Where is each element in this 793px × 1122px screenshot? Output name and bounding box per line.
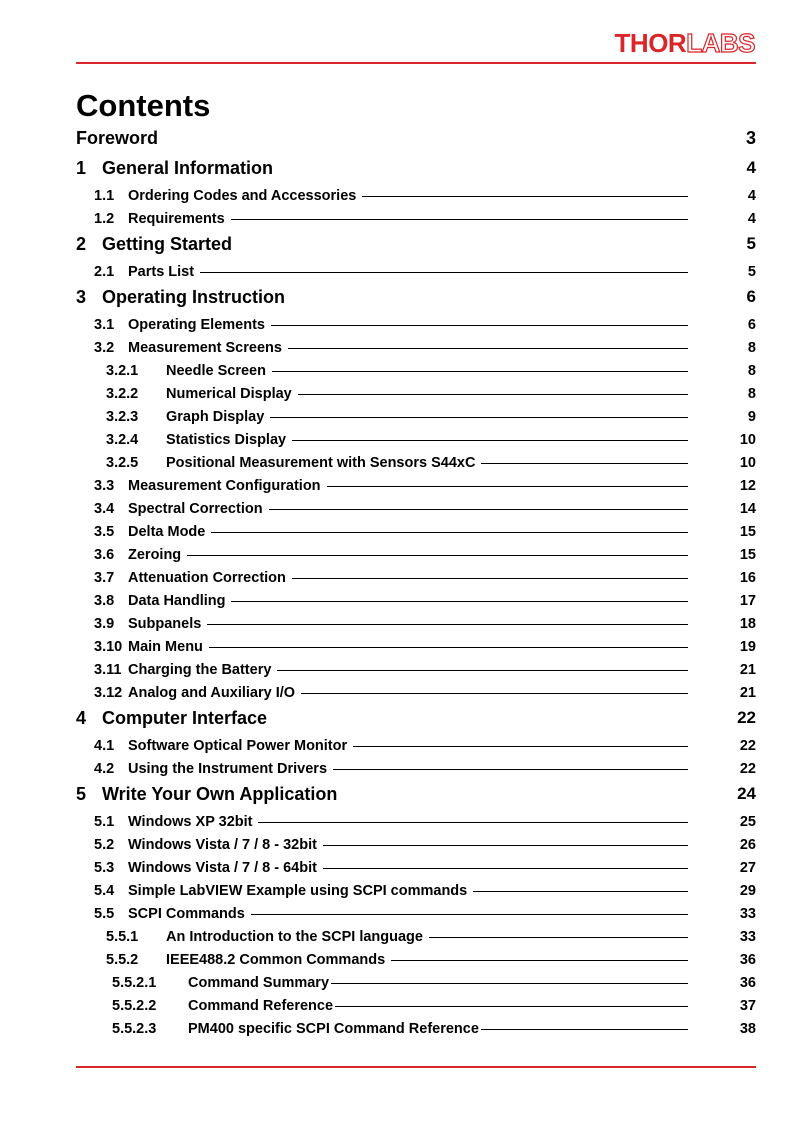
toc-entry-page: 16 xyxy=(739,570,756,586)
toc-entry-page: 4 xyxy=(747,211,756,227)
toc-entry-title: Graph Display xyxy=(166,409,265,425)
toc-entry-number: 5.5.2.2 xyxy=(112,998,157,1014)
toc-entry-title: Using the Instrument Drivers xyxy=(128,761,328,777)
toc-leader-line xyxy=(481,463,688,464)
toc-entry-number: 3.1 xyxy=(94,317,115,333)
toc-entry[interactable] xyxy=(76,814,756,837)
toc-leader-line xyxy=(258,822,688,823)
toc-entry-page: 9 xyxy=(747,409,756,425)
toc-entry[interactable] xyxy=(76,501,756,524)
toc-entry-title: Delta Mode xyxy=(128,524,206,540)
toc-entry-number: 3.12 xyxy=(94,685,123,701)
toc-entry[interactable] xyxy=(76,639,756,662)
toc-entry[interactable] xyxy=(76,837,756,860)
toc-entry[interactable] xyxy=(76,264,756,287)
toc-leader-line xyxy=(211,532,688,533)
toc-leader-line xyxy=(209,647,688,648)
toc-entry-title: Command Summary xyxy=(188,975,330,991)
toc-entry[interactable] xyxy=(76,363,756,386)
toc-entry[interactable] xyxy=(76,860,756,883)
toc-entry-title: Measurement Screens xyxy=(128,340,282,356)
toc-entry[interactable] xyxy=(76,547,756,570)
toc-entry[interactable] xyxy=(76,761,756,784)
toc-entry-title: Needle Screen xyxy=(166,363,266,379)
toc-leader-line xyxy=(231,601,688,602)
toc-entry-title: Statistics Display xyxy=(166,432,287,448)
toc-leader-line xyxy=(331,983,688,984)
toc-leader-line xyxy=(327,486,688,487)
toc-entry[interactable] xyxy=(76,1021,756,1044)
toc-leader-line xyxy=(200,272,688,273)
toc-entry-number: 3.2.2 xyxy=(106,386,139,402)
toc-entry-number: 3 xyxy=(76,287,87,307)
toc-entry-page: 36 xyxy=(739,952,756,968)
toc-entry-number: 4.1 xyxy=(94,738,115,754)
toc-entry-page: 27 xyxy=(739,860,756,876)
toc-entry-page: 10 xyxy=(739,432,756,448)
toc-entry[interactable] xyxy=(76,158,756,188)
toc-entry[interactable] xyxy=(76,234,756,264)
toc-entry-page: 26 xyxy=(739,837,756,853)
toc-entry-page: 5 xyxy=(747,264,756,280)
toc-entry-number: 3.4 xyxy=(94,501,115,517)
toc-leader-line xyxy=(270,417,688,418)
toc-entry-number: 3.7 xyxy=(94,570,115,586)
page-title: Contents xyxy=(76,88,211,123)
toc-entry-title: Data Handling xyxy=(128,593,226,609)
toc-entry-page: 33 xyxy=(739,906,756,922)
toc-entry-page: 33 xyxy=(739,929,756,945)
toc-leader-line xyxy=(269,509,688,510)
toc-entry-page: 38 xyxy=(739,1021,756,1037)
toc-entry-number: 3.10 xyxy=(94,639,123,655)
toc-entry-page: 5 xyxy=(746,234,756,253)
toc-entry[interactable] xyxy=(76,708,756,738)
toc-entry-title: Charging the Battery xyxy=(128,662,272,678)
toc-entry[interactable] xyxy=(76,455,756,478)
toc-entry-title: Computer Interface xyxy=(102,708,268,728)
toc-entry-number: 5 xyxy=(76,784,87,804)
toc-entry[interactable] xyxy=(76,685,756,708)
toc-entry-page: 22 xyxy=(739,738,756,754)
toc-entry[interactable] xyxy=(76,998,756,1021)
toc-entry-page: 17 xyxy=(739,593,756,609)
toc-leader-line xyxy=(231,219,688,220)
toc-entry-title: Numerical Display xyxy=(166,386,292,402)
toc-entry[interactable] xyxy=(76,478,756,501)
toc-entry-page: 14 xyxy=(739,501,756,517)
toc-leader-line xyxy=(207,624,688,625)
toc-leader-line xyxy=(187,555,688,556)
toc-entry-title: PM400 specific SCPI Command Reference xyxy=(188,1021,479,1037)
toc-entry[interactable] xyxy=(76,386,756,409)
toc-entry-number: 5.2 xyxy=(94,837,115,853)
toc-entry-page: 25 xyxy=(739,814,756,830)
toc-entry-number: 1 xyxy=(76,158,87,178)
toc-entry-number: 3.8 xyxy=(94,593,115,609)
toc-entry-number: 5.3 xyxy=(94,860,115,876)
toc-entry-page: 4 xyxy=(746,158,756,177)
toc-entry-title: SCPI Commands xyxy=(128,906,245,922)
toc-entry[interactable] xyxy=(76,287,756,317)
toc-leader-line xyxy=(473,891,688,892)
toc-entry-number: 3.2.5 xyxy=(106,455,139,471)
toc-entry-number: 3.2.3 xyxy=(106,409,139,425)
toc-entry-number: 2.1 xyxy=(94,264,115,280)
toc-entry-page: 22 xyxy=(739,761,756,777)
toc-entry-number: 3.2.1 xyxy=(106,363,139,379)
toc-entry-title: Subpanels xyxy=(128,616,202,632)
toc-entry-page: 6 xyxy=(746,287,756,306)
toc-leader-line xyxy=(391,960,688,961)
toc-entry-title: Positional Measurement with Sensors S44xC xyxy=(166,455,476,471)
toc-leader-line xyxy=(271,325,688,326)
toc-leader-line xyxy=(429,937,688,938)
toc-entry-title: Parts List xyxy=(128,264,195,280)
footer-rule xyxy=(76,1066,756,1068)
toc-entry-number: 1.2 xyxy=(94,211,115,227)
toc-entry-page: 29 xyxy=(739,883,756,899)
thorlabs-logo xyxy=(614,27,755,58)
toc-entry-number: 5.4 xyxy=(94,883,115,899)
toc-leader-line xyxy=(272,371,688,372)
toc-entry[interactable] xyxy=(76,883,756,906)
toc-entry[interactable] xyxy=(76,738,756,761)
logo-part2: LABS xyxy=(686,27,755,58)
toc-entry-title: Requirements xyxy=(128,211,225,227)
toc-entry[interactable] xyxy=(76,784,756,814)
toc-entry[interactable] xyxy=(76,188,756,211)
toc-entry-title: Windows Vista / 7 / 8 - 64bit xyxy=(128,860,317,876)
toc-entry-number: 3.5 xyxy=(94,524,115,540)
logo-part1: THOR xyxy=(614,27,687,58)
toc-entry-page: 21 xyxy=(739,685,756,701)
toc-entry-title: Attenuation Correction xyxy=(128,570,286,586)
toc-entry[interactable] xyxy=(76,340,756,363)
toc-entry-number: 2 xyxy=(76,234,87,254)
toc-entry-page: 22 xyxy=(737,708,756,727)
toc-leader-line xyxy=(323,868,688,869)
toc-entry-title: Windows Vista / 7 / 8 - 32bit xyxy=(128,837,317,853)
toc-entry-page: 36 xyxy=(739,975,756,991)
toc-entry-title: Write Your Own Application xyxy=(102,784,338,804)
toc-leader-line xyxy=(323,845,688,846)
toc-entry-title: Zeroing xyxy=(128,547,182,563)
toc-entry-page: 8 xyxy=(747,386,756,402)
toc-entry-title: Software Optical Power Monitor xyxy=(128,738,348,754)
toc-entry[interactable] xyxy=(76,952,756,975)
toc-entry-page: 8 xyxy=(747,363,756,379)
toc-entry[interactable] xyxy=(76,929,756,952)
toc-entry-number: 5.5.2.3 xyxy=(112,1021,157,1037)
toc-entry-number: 3.2.4 xyxy=(106,432,139,448)
toc-entry-title: Spectral Correction xyxy=(128,501,263,517)
toc-entry[interactable] xyxy=(76,409,756,432)
toc-entry[interactable] xyxy=(76,211,756,234)
toc-entry-title: Simple LabVIEW Example using SCPI commands xyxy=(128,883,468,899)
toc-entry-number: 4 xyxy=(76,708,87,728)
toc-entry-number: 5.1 xyxy=(94,814,115,830)
toc-entry-page: 6 xyxy=(747,317,756,333)
toc-entry[interactable] xyxy=(76,975,756,998)
toc-entry-number: 3.2 xyxy=(94,340,115,356)
toc-entry-title: Windows XP 32bit xyxy=(128,814,253,830)
toc-leader-line xyxy=(333,769,688,770)
toc-entry-page: 3 xyxy=(745,128,756,148)
toc-leader-line xyxy=(301,693,688,694)
toc-entry-number: 5.5 xyxy=(94,906,115,922)
toc-entry-number: 3.11 xyxy=(94,662,122,678)
toc-entry-title: Main Menu xyxy=(128,639,203,655)
toc-leader-line xyxy=(335,1006,688,1007)
toc-entry-page: 4 xyxy=(747,188,756,204)
toc-entry-title: Command Reference xyxy=(188,998,334,1014)
toc-entry[interactable] xyxy=(76,593,756,616)
toc-entry-title: Measurement Configuration xyxy=(128,478,321,494)
toc-leader-line xyxy=(298,394,688,395)
toc-entry-number: 5.5.1 xyxy=(106,929,139,945)
toc-entry-title: Ordering Codes and Accessories xyxy=(128,188,357,204)
toc-entry[interactable] xyxy=(76,662,756,685)
toc-entry-number: 1.1 xyxy=(94,188,115,204)
toc-entry-page: 18 xyxy=(739,616,756,632)
toc-leader-line xyxy=(288,348,688,349)
toc-entry-number: 3.9 xyxy=(94,616,115,632)
toc-entry-title: Analog and Auxiliary I/O xyxy=(128,685,296,701)
toc-entry-page: 15 xyxy=(739,524,756,540)
toc-entry-page: 24 xyxy=(737,784,756,803)
toc-entry[interactable] xyxy=(76,128,756,158)
toc-entry-page: 21 xyxy=(739,662,756,678)
toc-entry-number: 3.3 xyxy=(94,478,115,494)
toc-entry-number: 5.5.2.1 xyxy=(112,975,157,991)
toc-entry-number: 3.6 xyxy=(94,547,115,563)
toc-entry-title: Operating Instruction xyxy=(102,287,286,307)
toc-entry-page: 19 xyxy=(739,639,756,655)
toc-leader-line xyxy=(292,440,688,441)
table-of-contents xyxy=(76,128,756,1044)
toc-entry-page: 12 xyxy=(739,478,756,494)
toc-leader-line xyxy=(481,1029,688,1030)
toc-entry[interactable] xyxy=(76,616,756,639)
toc-leader-line xyxy=(277,670,688,671)
toc-entry-page: 37 xyxy=(739,998,756,1014)
toc-leader-line xyxy=(362,196,688,197)
toc-entry-number: 5.5.2 xyxy=(106,952,139,968)
toc-entry-title: Foreword xyxy=(76,128,159,148)
toc-entry[interactable] xyxy=(76,432,756,455)
toc-entry-page: 15 xyxy=(739,547,756,563)
toc-entry-page: 8 xyxy=(747,340,756,356)
toc-entry-title: An Introduction to the SCPI language xyxy=(166,929,423,945)
toc-entry[interactable] xyxy=(76,906,756,929)
toc-entry[interactable] xyxy=(76,570,756,593)
toc-entry-title: General Information xyxy=(102,158,274,178)
header-rule xyxy=(76,62,756,64)
toc-leader-line xyxy=(353,746,688,747)
toc-leader-line xyxy=(251,914,688,915)
toc-entry-title: Getting Started xyxy=(102,234,233,254)
toc-entry-number: 4.2 xyxy=(94,761,115,777)
toc-entry[interactable] xyxy=(76,524,756,547)
toc-entry[interactable] xyxy=(76,317,756,340)
toc-entry-title: Operating Elements xyxy=(128,317,265,333)
toc-leader-line xyxy=(292,578,688,579)
toc-entry-title: IEEE488.2 Common Commands xyxy=(166,952,386,968)
toc-entry-page: 10 xyxy=(739,455,756,471)
